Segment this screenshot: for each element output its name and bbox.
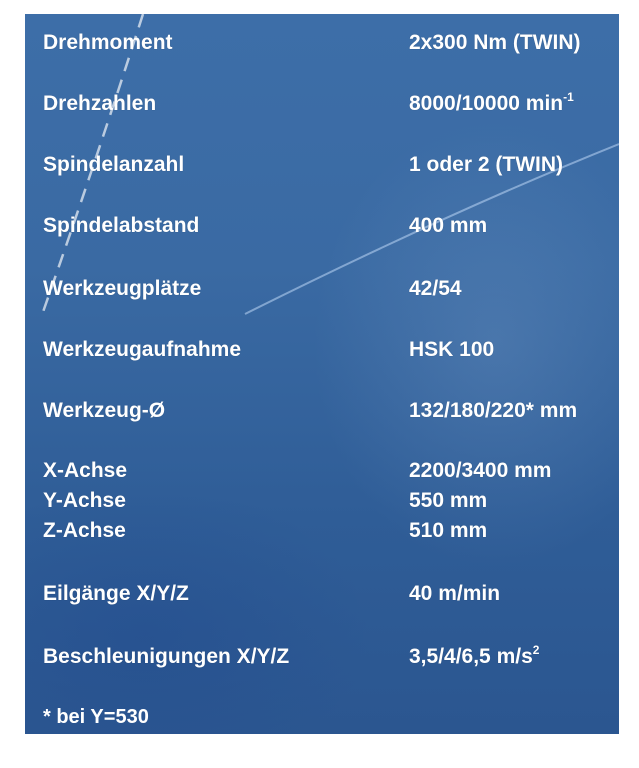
- background-decoration: [25, 14, 619, 734]
- spec-row-y-achse: [25, 484, 619, 518]
- spec-label: Werkzeug-Ø: [43, 399, 166, 422]
- spec-label: Spindelanzahl: [43, 153, 185, 176]
- spec-value: 42/54: [409, 277, 462, 300]
- spec-value: 1 oder 2 (TWIN): [409, 153, 564, 176]
- spec-value: 2x300 Nm (TWIN): [409, 31, 581, 54]
- spec-label: Beschleunigungen X/Y/Z: [43, 645, 290, 668]
- spec-sheet: [25, 14, 619, 734]
- spec-label: Y-Achse: [43, 489, 126, 512]
- spec-label: Drehmoment: [43, 31, 173, 54]
- spec-value-superscript: -1: [563, 90, 574, 104]
- spec-value: 132/180/220* mm: [409, 399, 578, 422]
- spec-label: X-Achse: [43, 459, 128, 482]
- spec-row-werkzeugaufnahme: [25, 333, 619, 367]
- spec-value-superscript: 2: [532, 643, 540, 657]
- spec-value: 2200/3400 mm: [409, 459, 552, 482]
- spec-row-z-achse: [25, 514, 619, 548]
- spec-label: Drehzahlen: [43, 92, 157, 115]
- spec-row-werkzeug-durchmesser: [25, 394, 619, 428]
- spec-label: Werkzeugaufnahme: [43, 338, 241, 361]
- spec-row-werkzeugplaetze: [25, 272, 619, 306]
- spec-label: Werkzeugplätze: [43, 277, 202, 300]
- spec-row-x-achse: [25, 454, 619, 488]
- spec-value-wrapper: [409, 640, 539, 674]
- spec-row-spindelanzahl: [25, 148, 619, 182]
- spec-value: 40 m/min: [409, 582, 501, 605]
- spec-value: 3,5/4/6,5 m/s: [409, 645, 533, 668]
- spec-row-beschleunigungen: [25, 640, 619, 674]
- footnote: * bei Y=530: [43, 706, 149, 728]
- spec-value: 510 mm: [409, 519, 488, 542]
- spec-value: 550 mm: [409, 489, 488, 512]
- spec-label: Spindelabstand: [43, 214, 200, 237]
- spec-label: Eilgänge X/Y/Z: [43, 582, 189, 605]
- spec-value: 400 mm: [409, 214, 488, 237]
- spec-row-drehzahlen: [25, 87, 619, 121]
- spec-value-wrapper: [409, 87, 574, 121]
- spec-row-spindelabstand: [25, 209, 619, 243]
- spec-value: HSK 100: [409, 338, 495, 361]
- spec-row-drehmoment: [25, 26, 619, 60]
- spec-value: 8000/10000 min: [409, 92, 564, 115]
- spec-row-eilgaenge: [25, 577, 619, 611]
- spec-label: Z-Achse: [43, 519, 126, 542]
